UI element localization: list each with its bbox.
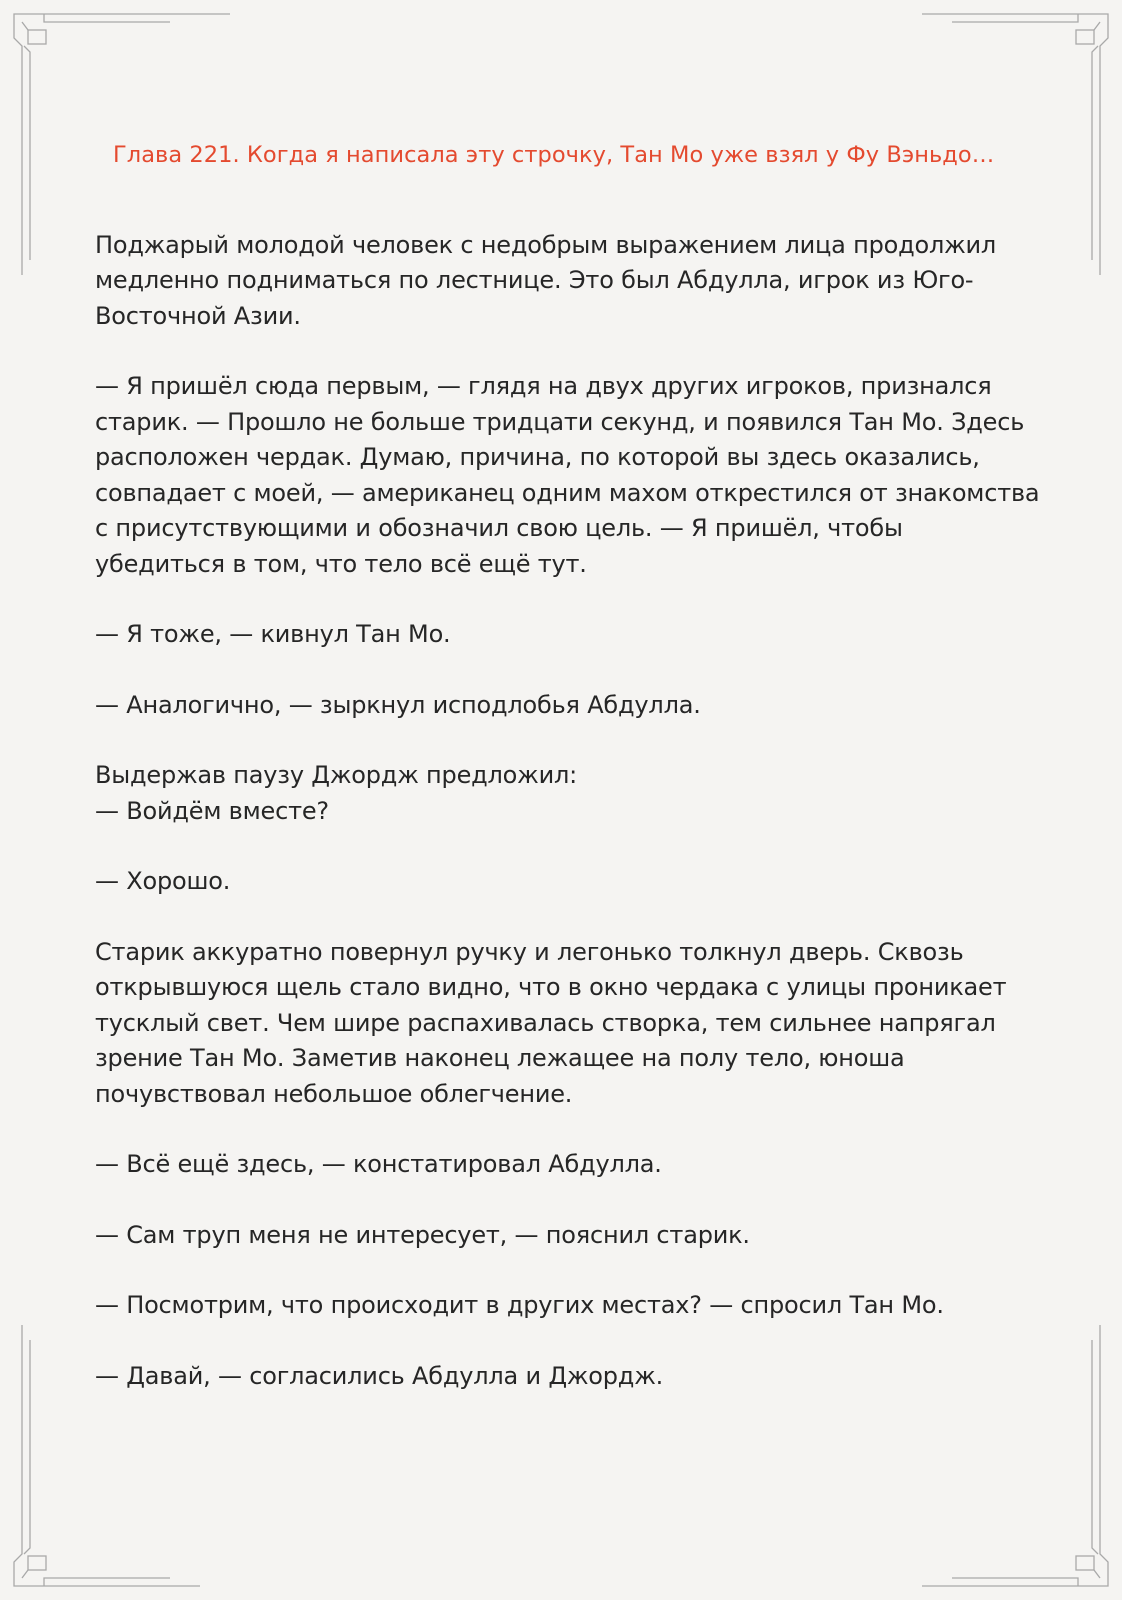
paragraph bbox=[95, 228, 1035, 335]
paragraph bbox=[95, 1218, 1035, 1254]
text-line: — Я тоже, — кивнул Тан Мо. bbox=[95, 620, 451, 648]
text-line: — Хорошо. bbox=[95, 867, 231, 895]
paragraph bbox=[95, 1147, 1035, 1183]
paragraph bbox=[95, 758, 1035, 829]
paragraph bbox=[95, 1359, 1035, 1395]
body-text bbox=[95, 228, 1040, 1395]
text-line: — Я пришёл сюда первым, — глядя на двух других игроков, признался bbox=[95, 372, 992, 400]
text-line: открывшуюся щель стало видно, что в окно чердака с улицы проникает bbox=[95, 973, 1007, 1001]
text-line: — Аналогично, — зыркнул исподлобья Абдулла. bbox=[95, 690, 701, 719]
chapter-title: Глава 221. Когда я написала эту строчку, Тан Мо уже взял у Фу Вэньдо… bbox=[113, 142, 995, 168]
paragraph bbox=[95, 1288, 1035, 1324]
paragraph bbox=[95, 688, 1035, 724]
text-line: Старик аккуратно повернул ручку и легонько толкнул дверь. Сквозь bbox=[95, 937, 964, 966]
text-line: Восточной Азии. bbox=[95, 301, 301, 330]
paragraph bbox=[95, 864, 1035, 900]
text-line: расположен чердак. Думаю, причина, по которой вы здесь оказались, bbox=[95, 443, 980, 471]
text-line: с присутствующими и обозначил свою цель. — Я пришёл, чтобы bbox=[95, 514, 903, 542]
text-line: зрение Тан Мо. Заметив наконец лежащее на полу тело, юноша bbox=[95, 1044, 905, 1072]
text-line: почувствовал небольшое облегчение. bbox=[95, 1079, 573, 1108]
text-line: старик. — Прошло не больше тридцати секунд, и появился Тан Мо. Здесь bbox=[95, 407, 1025, 436]
text-line: — Сам труп меня не интересует, — пояснил старик. bbox=[95, 1220, 750, 1249]
text-line: — Давай, — согласились Абдулла и Джордж. bbox=[95, 1361, 664, 1390]
text-line: убедиться в том, что тело всё ещё тут. bbox=[95, 549, 587, 578]
paragraph bbox=[95, 369, 1040, 582]
text-line: совпадает с моей, — американец одним махом открестился от знакомства bbox=[95, 478, 1040, 507]
text-line: — Всё ещё здесь, — констатировал Абдулла. bbox=[95, 1150, 662, 1178]
text-line: медленно подниматься по лестнице. Это был Абдулла, игрок из Юго- bbox=[95, 266, 974, 294]
paragraph bbox=[95, 617, 1035, 653]
text-line: Поджарый молодой человек с недобрым выражением лица продолжил bbox=[95, 230, 997, 259]
text-line: Выдержав паузу Джордж предложил: bbox=[95, 761, 577, 789]
text-line: тусклый свет. Чем шире распахивалась створка, тем сильнее напрягал bbox=[95, 1008, 996, 1037]
document-page bbox=[95, 140, 1040, 1429]
text-line: — Войдём вместе? bbox=[95, 796, 329, 825]
text-line: — Посмотрим, что происходит в других местах? — спросил Тан Мо. bbox=[95, 1291, 944, 1319]
paragraph bbox=[95, 935, 1035, 1113]
